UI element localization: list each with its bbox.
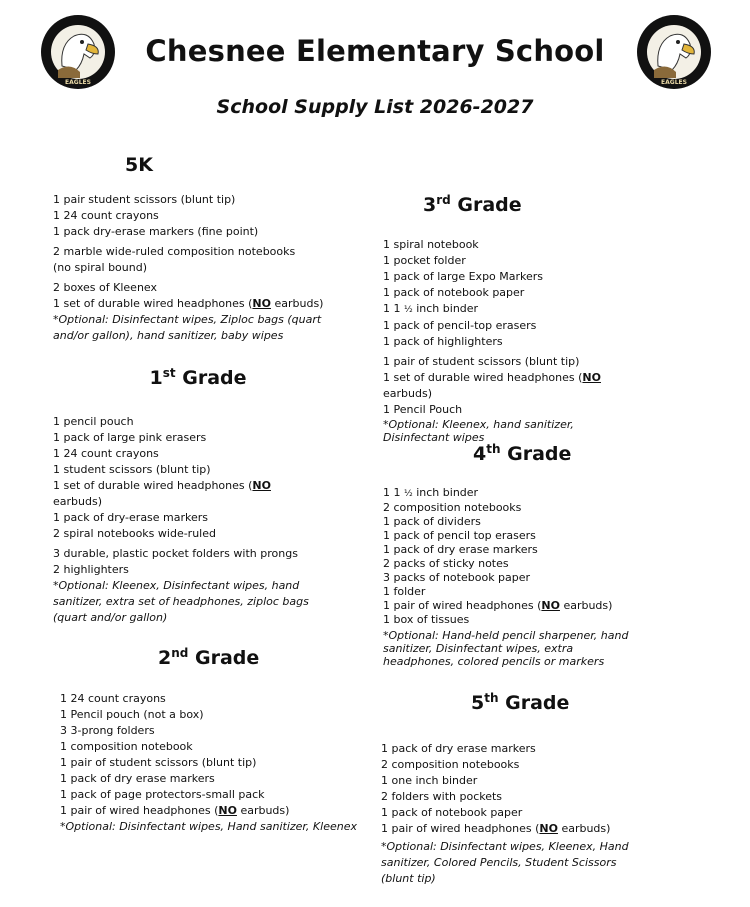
list-item: 1 24 count crayons [53, 209, 159, 222]
school-name: Chesnee Elementary School [145, 34, 605, 68]
list-item: 1 box of tissues [383, 613, 470, 626]
list-item: 2 spiral notebooks wide-ruled [53, 527, 216, 540]
list-item: 1 pack of page protectors-small pack [60, 788, 265, 801]
list-item: 1 one inch binder [381, 774, 478, 787]
section-3rd-grade [383, 194, 653, 444]
optional-note: *Optional: Disinfectant wipes, Hand sanitizer, Kleenex [60, 820, 357, 833]
list-item: 3 3-prong folders [60, 724, 155, 737]
list-title: School Supply List 2026-2027 [216, 96, 534, 118]
list-item-headphones: 1 set of durable wired headphones (NO earbuds) [53, 479, 271, 508]
list-item: 1 pack of dividers [383, 515, 481, 528]
list-item: 1 pair of student scissors (blunt tip) [383, 355, 580, 368]
list-item: 1 pack of highlighters [383, 335, 503, 348]
list-item: 1 student scissors (blunt tip) [53, 463, 211, 476]
grade-heading-2nd: 2nd Grade [158, 646, 260, 669]
list-item: 1 pack of dry erase markers [383, 543, 538, 556]
list-item: 2 highlighters [53, 563, 129, 576]
list-item: 1 pack of large pink erasers [53, 431, 207, 444]
list-item: 1 pair of student scissors (blunt tip) [60, 756, 257, 769]
optional-note: *Optional: Kleenex, Disinfectant wipes, hand sanitizer, extra set of headphones, ziploc bags (quart and/or gallon) [53, 579, 309, 624]
list-item: 1 Pencil Pouch [383, 403, 463, 416]
logo-text: EAGLES [65, 79, 91, 86]
list-item: 3 packs of notebook paper [383, 571, 531, 584]
list-item: 1 pack of large Expo Markers [383, 270, 544, 283]
list-item: 2 folders with pockets [381, 790, 503, 803]
list-item: 2 packs of sticky notes [383, 557, 509, 570]
list-item: 1 pack of dry erase markers [381, 742, 536, 755]
list-item: 1 pack of dry erase markers [60, 772, 215, 785]
section-5k [53, 154, 353, 344]
grade-heading-4th: 4th Grade [473, 442, 572, 465]
list-item-binder: 1 1 ½ inch binder [383, 486, 479, 499]
list-item: 1 pack of notebook paper [381, 806, 523, 819]
list-item-binder: 1 1 ½ inch binder [383, 302, 479, 315]
list-item: 1 folder [383, 585, 426, 598]
list-item: 2 composition notebooks [383, 501, 522, 514]
list-item: 2 boxes of Kleenex [53, 281, 157, 294]
list-item: 1 pair student scissors (blunt tip) [53, 193, 236, 206]
grade-heading-1st: 1st Grade [149, 366, 247, 389]
list-item: 2 composition notebooks [381, 758, 520, 771]
list-item: 1 pencil pouch [53, 415, 134, 428]
list-item: 1 spiral notebook [383, 238, 479, 251]
section-5th-grade [381, 692, 651, 887]
section-1st-grade [53, 367, 343, 626]
list-item: 1 pack of notebook paper [383, 286, 525, 299]
optional-note: *Optional: Hand-held pencil sharpener, hand sanitizer, Disinfectant wipes, extra headphones, colored pencils or markers [383, 629, 629, 668]
grade-heading-5th: 5th Grade [471, 691, 570, 714]
list-item: 3 durable, plastic pocket folders with prongs [53, 547, 298, 560]
optional-note: *Optional: Kleenex, hand sanitizer, Disinfectant wipes [383, 418, 574, 444]
optional-note: *Optional: Disinfectant wipes, Ziploc bags (quart and/or gallon), hand sanitizer, baby wipes [53, 313, 322, 342]
list-item-headphones: 1 pair of wired headphones (NO earbuds) [60, 804, 290, 817]
grade-heading-3rd: 3rd Grade [423, 193, 522, 216]
list-item-headphones: 1 pair of wired headphones (NO earbuds) [381, 822, 611, 835]
list-item: 1 pocket folder [383, 254, 466, 267]
list-item: 1 Pencil pouch (not a box) [60, 708, 204, 721]
list-item-headphones: 1 set of durable wired headphones (NO earbuds) [53, 297, 324, 310]
list-item-headphones: 1 pair of wired headphones (NO earbuds) [383, 599, 613, 612]
list-item: 1 pack of dry-erase markers [53, 511, 209, 524]
list-item: 1 pack of pencil top erasers [383, 529, 536, 542]
section-2nd-grade [60, 647, 360, 835]
list-item: 1 24 count crayons [53, 447, 159, 460]
list-item: 1 pack of pencil-top erasers [383, 319, 537, 332]
section-4th-grade [383, 443, 653, 668]
list-item: 1 pack dry-erase markers (fine point) [53, 225, 259, 238]
list-item-headphones: 1 set of durable wired headphones (NO earbuds) [383, 371, 601, 400]
list-item: 1 composition notebook [60, 740, 193, 753]
list-item: 2 marble wide-ruled composition notebooks (no spiral bound) [53, 245, 296, 274]
list-item: 1 24 count crayons [60, 692, 166, 705]
grade-heading-5k: 5K [125, 154, 153, 176]
logo-text: EAGLES [661, 79, 687, 86]
optional-note: *Optional: Disinfectant wipes, Kleenex, Hand sanitizer, Colored Pencils, Student Scissors (blunt tip) [381, 840, 629, 885]
